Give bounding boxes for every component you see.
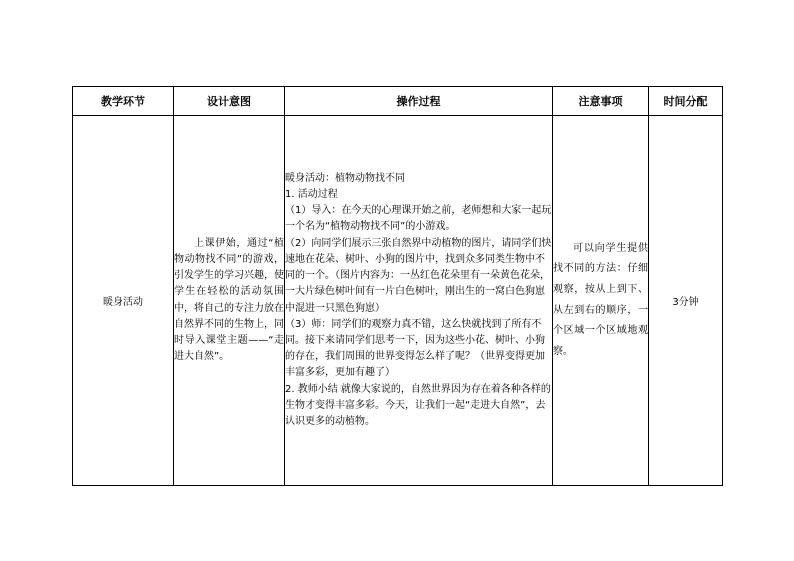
- notes-text: 可以向学生提供找不同的方法：仔细观察，按从上到下、从左到右的顺序，一个区域一个区域地观察。: [553, 242, 648, 357]
- operation-step-3: （3）师：同学们的观察力真不错，这么快就找到了所有不同。接下来请同学们思考一下，因为这些小花、树叶、小狗的存在，我们周围的世界变得怎么样了呢？（世界变得更加丰富多彩，更加有趣了）: [285, 318, 545, 379]
- cell-notes: [553, 116, 649, 486]
- header-time-allocation: 时间分配: [649, 87, 723, 116]
- cell-teaching-stage: 暖身活动: [73, 116, 174, 486]
- operation-step-heading: 1. 活动过程: [285, 189, 338, 201]
- lesson-plan-table: [72, 86, 723, 486]
- operation-step-1: （1）导入：在今天的心理课开始之前，老师想和大家一起玩一个名为“植物动物找不同”的小游戏。: [285, 205, 552, 233]
- header-design-intent: 设计意图: [174, 87, 285, 116]
- cell-operation-process: [285, 116, 553, 486]
- header-notes: 注意事项: [553, 87, 649, 116]
- cell-time-allocation: 3分钟: [649, 116, 723, 486]
- header-operation-process: 操作过程: [285, 87, 553, 116]
- operation-step-2: （2）向同学们展示三张自然界中动植物的图片，请同学们快速地在花朵、树叶、小狗的图片中，找到众多同类生物中不同的一个。（图片内容为：一丛红色花朵里有一朵黄色花朵，一大片绿色树叶间有一片白色树叶，刚出生的一窝白色狗崽中混进一只黑色狗崽）: [285, 237, 552, 314]
- cell-design-intent: [174, 116, 285, 486]
- operation-title: 暖身活动：植物动物找不同: [285, 172, 405, 184]
- table-row: [73, 116, 723, 486]
- operation-summary: 2. 教师小结 就像大家说的，自然世界因为存在着各种各样的生物才变得丰富多彩。今天，让我们一起“走进大自然”，去认识更多的动植物。: [285, 383, 551, 427]
- header-row: [73, 87, 723, 116]
- header-teaching-stage: 教学环节: [73, 87, 174, 116]
- design-intent-text: 上课伊始，通过“植物动物找不同”的游戏，引发学生的学习兴趣，使学生在轻松的活动氛围中，将自己的专注力放在自然界不同的生物上，同时导入课堂主题——“走进大自然”。: [174, 237, 284, 363]
